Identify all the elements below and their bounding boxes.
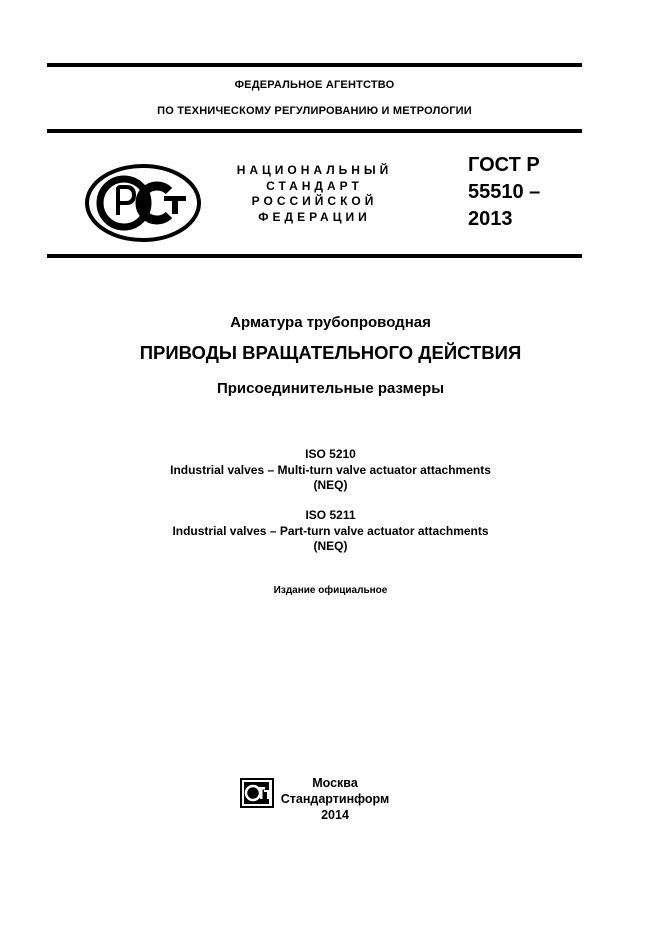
iso-reference-degree: (NEQ) bbox=[313, 478, 348, 492]
iso-reference-title: Industrial valves – Part-turn valve actuator attachments bbox=[172, 523, 489, 538]
iso-reference-2 bbox=[0, 508, 661, 555]
title-block-rule bbox=[47, 254, 582, 258]
header-rule bbox=[47, 129, 582, 133]
rst-certification-logo-icon bbox=[84, 163, 202, 243]
document-subtitle-scope: Присоединительные размеры bbox=[216, 380, 445, 397]
standartinform-logo-icon bbox=[240, 778, 274, 808]
imprint-year: 2014 bbox=[321, 808, 349, 822]
imprint-city: Москва bbox=[312, 776, 358, 790]
national-standard-line1: НАЦИОНАЛЬНЫЙ bbox=[236, 163, 393, 177]
national-standard-line2: СТАНДАРТ bbox=[266, 178, 363, 193]
document-subtitle-category: Арматура трубопроводная bbox=[230, 314, 431, 331]
iso-reference-1 bbox=[0, 447, 661, 494]
iso-reference-title: Industrial valves – Multi-turn valve actuator attachments bbox=[170, 462, 491, 477]
designation-line1: ГОСТ Р bbox=[468, 154, 540, 176]
iso-reference-code: ISO 5210 bbox=[305, 447, 356, 461]
designation-line3: 2013 bbox=[468, 208, 513, 230]
official-edition-note: Издание официальное bbox=[273, 585, 388, 596]
agency-name-line2: ПО ТЕХНИЧЕСКОМУ РЕГУЛИРОВАНИЮ И МЕТРОЛОГИИ bbox=[157, 105, 472, 117]
national-standard-block bbox=[222, 163, 407, 225]
national-standard-line3: РОССИЙСКОЙ bbox=[251, 194, 378, 208]
standard-designation bbox=[468, 152, 540, 233]
designation-line2: 55510 – bbox=[468, 181, 541, 203]
document-main-title: ПРИВОДЫ ВРАЩАТЕЛЬНОГО ДЕЙСТВИЯ bbox=[139, 342, 522, 363]
top-rule bbox=[47, 63, 582, 67]
agency-name-line1: ФЕДЕРАЛЬНОЕ АГЕНТСТВО bbox=[234, 79, 395, 91]
iso-reference-degree: (NEQ) bbox=[313, 539, 348, 553]
publication-imprint bbox=[280, 775, 390, 823]
imprint-publisher: Стандартинформ bbox=[280, 792, 390, 806]
national-standard-line4: ФЕДЕРАЦИИ bbox=[258, 209, 371, 224]
iso-reference-code: ISO 5211 bbox=[305, 508, 356, 522]
